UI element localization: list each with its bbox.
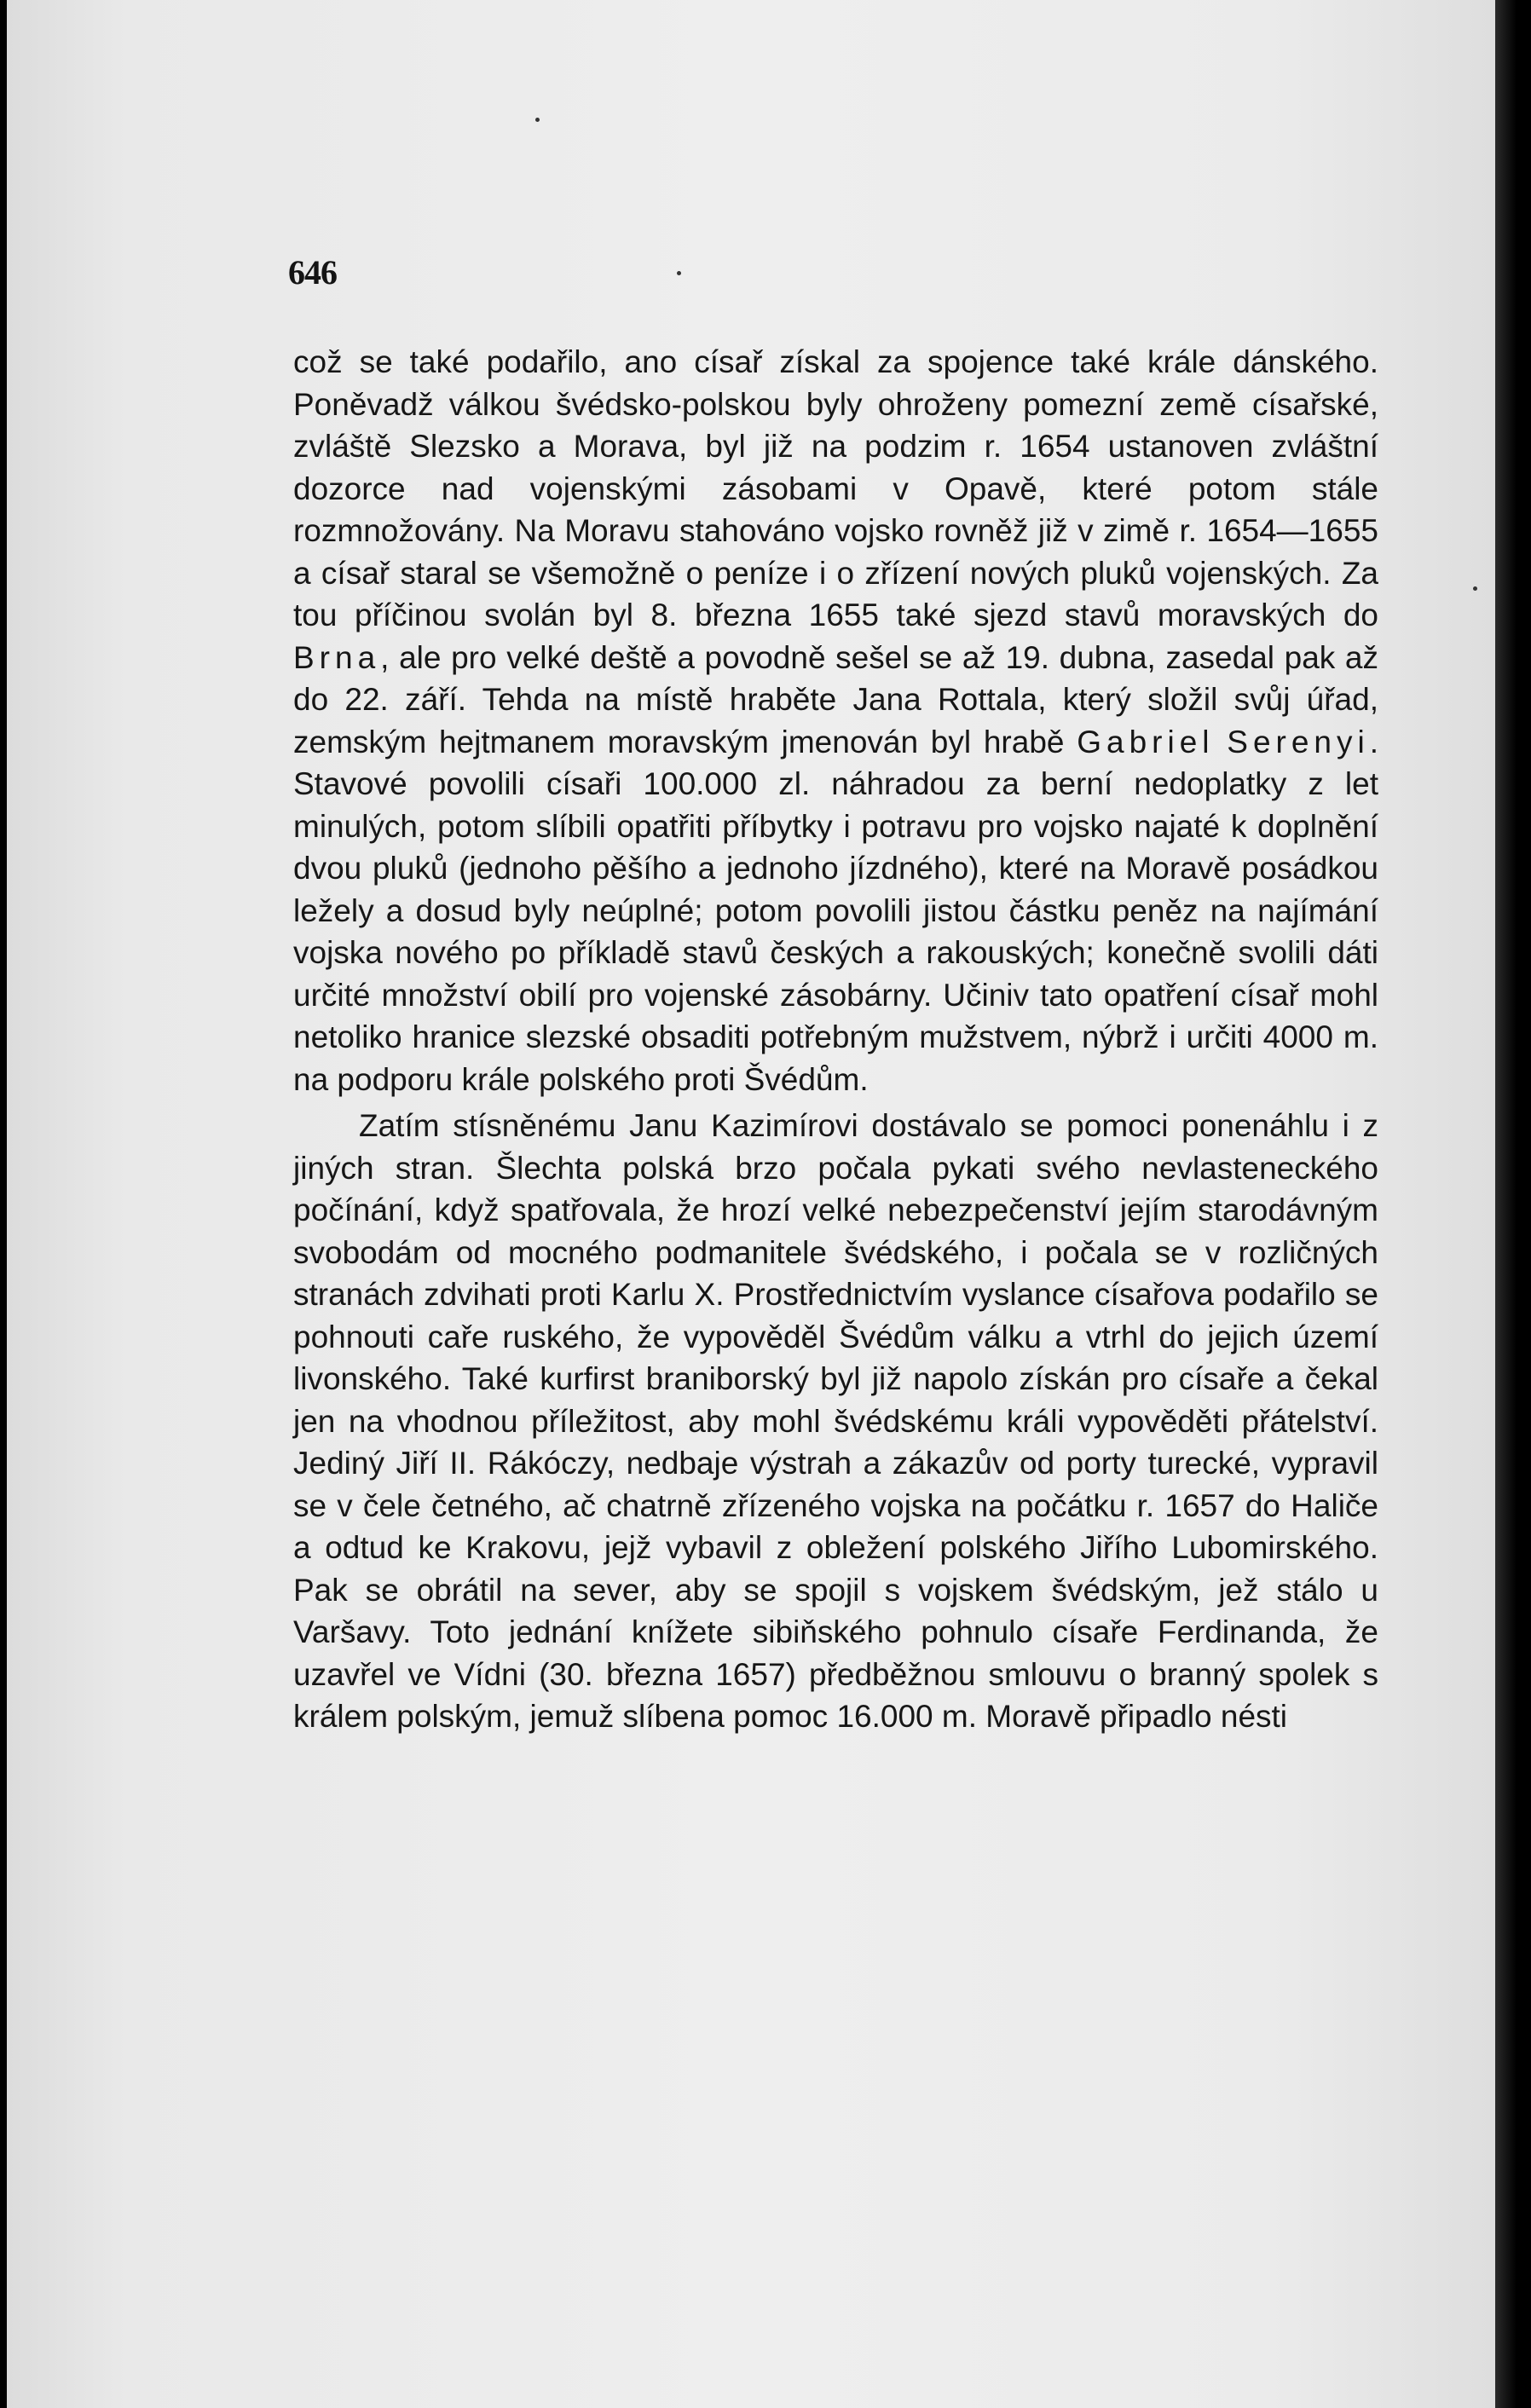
paragraph-1-part-2: , ale pro velké deště a povodně sešel se až 19. dubna, zasedal pak až do 22. září. Tehda na místě hraběte Jana Rottala, který složil svůj úřad, zemským hejtmanem moravským jmenován byl hrabě — [293, 639, 1378, 759]
paper-speck — [535, 118, 540, 122]
paragraph-2: Zatím stísněnému Janu Kazimírovi dostávalo se pomoci ponenáhlu i z jiných stran. Šlechta polská brzo počala pykati svého nevlasteneckého počínání, když spatřovala, že hrozí velké nebezpečenství jejím starodávným svobodám od mocného podmanitele švédského, i počala se v rozličných stranách zdvihati proti Karlu X. Prostřednictvím vyslance císařova podařilo se pohnouti caře ruského, že vypověděl Švédům válku a vtrhl do jejich území livonského. Také kurfirst braniborský byl již napolo získán pro císaře a čekal jen na vhodnou příležitost, aby mohl švédskému králi vypověděti přátelství. Jediný Jiří II. Rákóczy, nedbaje výstrah a zákazův od porty turecké, vypravil se v čele četného, ač chatrně zřízeného vojska na počátku r. 1657 do Haliče a odtud ke Krakovu, jejž vybavil z obležení polského Jiřího Lubomirského. Pak se obrátil na sever, aby se spojil s vojskem švédským, jež stálo u Varšavy. Toto jednání knížete sibiňského pohnulo císaře Ferdinanda, že uzavřel ve Vídni (30. března 1657) předběžnou smlouvu o branný spolek s králem polským, jemuž slíbena pomoc 16.000 m. Moravě připadlo nésti — [293, 1108, 1378, 1734]
paper-speck — [677, 271, 681, 275]
emphasis-gabriel: Gabriel — [1077, 724, 1215, 759]
body-text — [293, 341, 1378, 1738]
book-page — [7, 0, 1495, 2408]
paragraph-1-part-3: . Stavové povolili císaři 100.000 zl. náhradou za berní nedoplatky z let minulých, potom slíbili opatřiti příbytky i potravu pro vojsko najaté k doplnění dvou pluků (jednoho pěšího a jednoho jízdného), které na Moravě posádkou ležely a dosud byly neúplné; potom povolili jistou částku peněz na najímání vojska nového po příkladě stavů českých a rakouských; konečně svolili dáti určité množství obilí pro vojenské zásobárny. Učiniv tato opatření císař mohl netoliko hranice slezské obsaditi potřebným mužstvem, nýbrž i určiti 4000 m. na podporu krále polského proti Švédům. — [293, 724, 1378, 1097]
name-space — [1215, 725, 1228, 759]
paper-speck — [1473, 586, 1477, 591]
scan-dark-edge — [1495, 0, 1531, 2408]
paragraph-1 — [293, 341, 1378, 1100]
page-number: 646 — [288, 253, 337, 292]
emphasis-serenyi: Serenyi — [1227, 724, 1370, 759]
emphasis-brno: Brna — [293, 639, 381, 675]
paragraph-1-part-1: což se také podařilo, ano císař získal za spojence také krále dánského. Poněvadž válkou švédsko-polskou byly ohroženy pomezní země císařské, zvláště Slezsko a Morava, byl již na podzim r. 1654 ustanoven zvláštní dozorce nad vojenskými zásobami v Opavě, které potom stále rozmnožovány. Na Moravu stahováno vojsko rovněž již v zimě r. 1654—1655 a císař staral se všemožně o peníze i o zřízení nových pluků vojenských. Za tou příčinou svolán byl 8. března 1655 také sjezd stavů moravských do — [293, 344, 1378, 632]
